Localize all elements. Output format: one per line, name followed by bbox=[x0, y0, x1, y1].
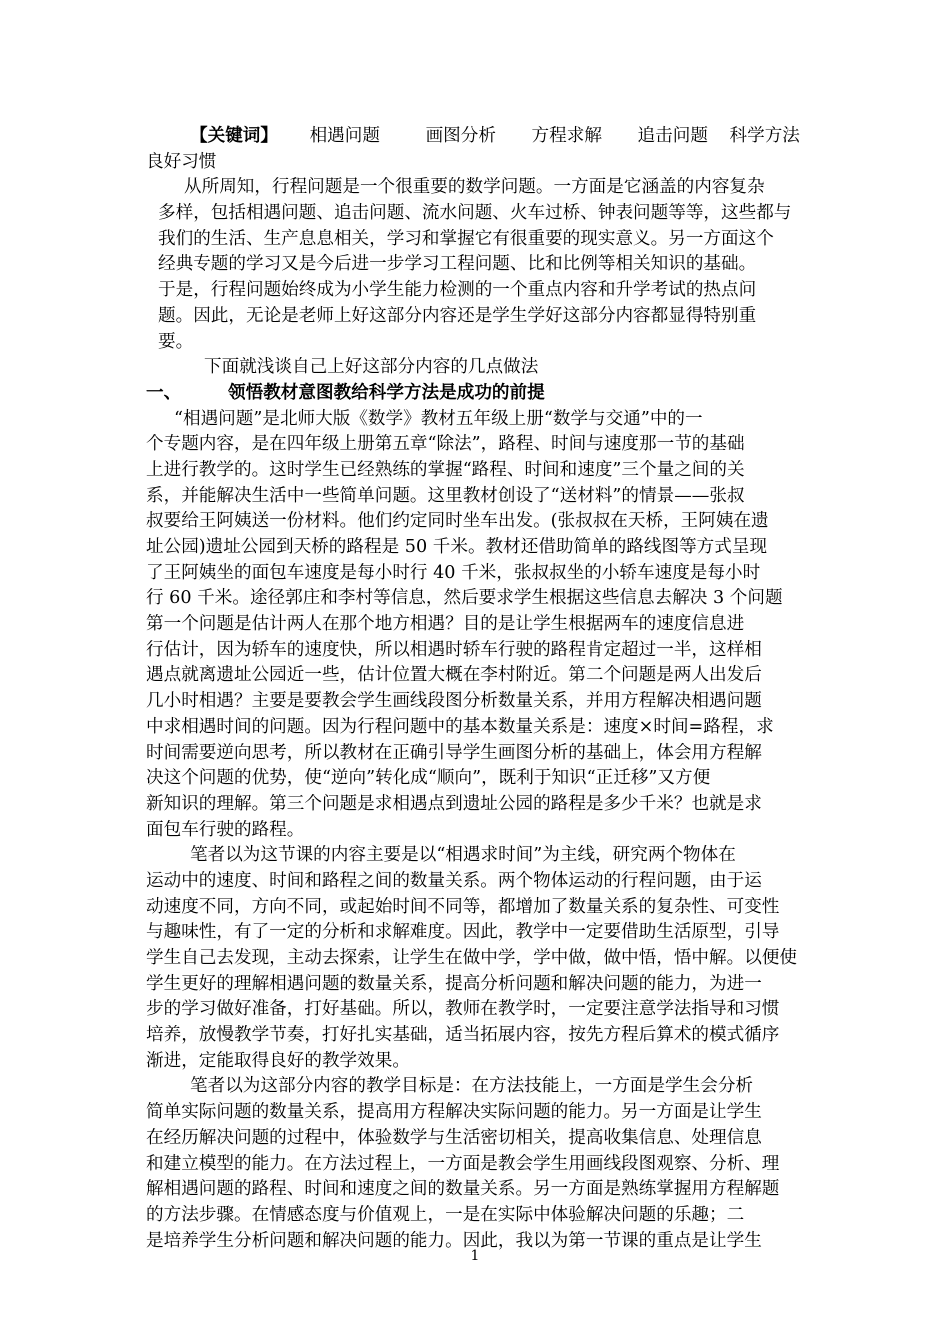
keyword: 相遇问题 bbox=[309, 126, 380, 146]
paragraph-line: 中求相遇时间的问题。因为行程问题中的基本数量关系是：速度×时间=路程，求 bbox=[146, 716, 774, 737]
document-body bbox=[146, 124, 808, 1254]
paragraph-line: 址公园)遗址公园到天桥的路程是 50 千米。教材还借助简单的路线图等方式呈现 bbox=[146, 537, 768, 557]
intro-line: 多样，包括相遇问题、追击问题、流水问题、火车过桥、钟表问题等等，这些都与 bbox=[158, 203, 792, 224]
paragraph-line: 在经历解决问题的过程中，体验数学与生活密切相关，提高收集信息、处理信息 bbox=[146, 1127, 762, 1148]
paragraph-line: 步的学习做好准备，打好基础。所以，教师在教学时，一定要注意学法指导和习惯 bbox=[146, 999, 780, 1020]
paragraph-1 bbox=[146, 407, 808, 844]
paragraph-line: 决这个问题的优势，使“逆向”转化成“顺向”，既利于知识“正迁移”又方便 bbox=[146, 768, 711, 789]
paragraph-line: 运动中的速度、时间和路程之间的数量关系。两个物体运动的行程问题，由于运 bbox=[146, 870, 762, 891]
paragraph-line: 学生更好的理解相遇问题的数量关系，提高分析问题和解决问题的能力，为进一 bbox=[146, 973, 762, 994]
intro-line: 我们的生活、生产息息相关，学习和掌握它有很重要的现实意义。另一方面这个 bbox=[158, 228, 774, 249]
intro-line: 从所周知，行程问题是一个很重要的数学问题。一方面是它涵盖的内容复杂 bbox=[184, 177, 765, 198]
keywords-line bbox=[146, 124, 808, 150]
paragraph-line: 培养，放慢教学节奏，打好扎实基础，适当拓展内容，按先方程后算术的模式循序 bbox=[146, 1025, 780, 1046]
paragraph-line: 笔者以为这节课的内容主要是以“相遇求时间”为主线，研究两个物体在 bbox=[190, 845, 736, 866]
paragraph-line: 行 60 千米。途径郭庄和李村等信息，然后要求学生根据这些信息去解决 3 个问题 bbox=[146, 588, 783, 609]
intro-paragraph bbox=[146, 175, 808, 355]
paragraph-line: 笔者以为这部分内容的教学目标是：在方法技能上，一方面是学生会分析 bbox=[190, 1076, 754, 1097]
paragraph-line: 学生自己去发现，主动去探索，让学生在做中学，学中做，做中悟，悟中解。以便使 bbox=[146, 948, 797, 968]
paragraph-line: 简单实际问题的数量关系，提高用方程解决实际问题的能力。另一方面是让学生 bbox=[146, 1102, 762, 1123]
intro-line: 于是，行程问题始终成为小学生能力检测的一个重点内容和升学考试的热点问 bbox=[158, 280, 757, 301]
paragraph-line: 上进行教学的。这时学生已经熟练的掌握“路程、时间和速度”三个量之间的关 bbox=[146, 459, 745, 480]
paragraph-line: “相遇问题”是北师大版《数学》教材五年级上册“数学与交通”中的一 bbox=[174, 408, 703, 429]
intro-line: 要。 bbox=[158, 331, 194, 352]
section-number: 一、 bbox=[146, 382, 182, 403]
keyword: 方程求解 bbox=[531, 126, 602, 146]
keyword: 科学方法 bbox=[729, 126, 800, 146]
paragraph-line: 遇点就离遗址公园近一些，估计位置大概在李村附近。第二个问题是两人出发后 bbox=[146, 665, 762, 686]
intro-line: 题。因此，无论是老师上好这部分内容还是学生学好这部分内容都显得特别重 bbox=[158, 305, 757, 326]
paragraph-line: 的方法步骤。在情感态度与价值观上，一是在实际中体验解决问题的乐趣；二 bbox=[146, 1204, 745, 1225]
transition-sentence: 下面就浅谈自己上好这部分内容的几点做法 bbox=[204, 357, 539, 378]
paragraph-line: 系，并能解决生活中一些简单问题。这里教材创设了“送材料”的情景——张叔 bbox=[146, 485, 745, 506]
paragraph-line: 行估计，因为轿车的速度快，所以相遇时轿车行驶的路程肯定超过一半，这样相 bbox=[146, 639, 762, 660]
section-heading bbox=[146, 381, 808, 407]
paragraph-line: 时间需要逆向思考，所以教材在正确引导学生画图分析的基础上，体会用方程解 bbox=[146, 742, 762, 763]
section-title: 领悟教材意图教给科学方法是成功的前提 bbox=[228, 382, 545, 403]
paragraph-line: 是培养学生分析问题和解决问题的能力。因此，我以为第一节课的重点是让学生 bbox=[146, 1230, 762, 1251]
paragraph-line: 解相遇问题的路程、时间和速度之间的数量关系。另一方面是熟练掌握用方程解题 bbox=[146, 1179, 780, 1200]
paragraph-line: 了王阿姨坐的面包车速度是每小时行 40 千米，张叔叔坐的小轿车速度是每小时 bbox=[146, 562, 761, 583]
keywords-heading: 【关键词】 bbox=[190, 126, 278, 146]
paragraph-line: 和建立模型的能力。在方法过程上，一方面是教会学生用画线段图观察、分析、理 bbox=[146, 1153, 780, 1174]
keywords-overflow: 良好习惯 bbox=[146, 151, 217, 172]
paragraph-line: 几小时相遇？主要是要教会学生画线段图分析数量关系，并用方程解决相遇问题 bbox=[146, 691, 762, 712]
intro-line: 经典专题的学习又是今后进一步学习工程问题、比和比例等相关知识的基础。 bbox=[158, 254, 757, 275]
paragraph-line: 第一个问题是估计两人在那个地方相遇？目的是让学生根据两车的速度信息进 bbox=[146, 614, 745, 635]
paragraph-line: 与趣味性，有了一定的分析和求解难度。因此，教学中一定要借助生活原型，引导 bbox=[146, 922, 780, 943]
paragraph-line: 新知识的理解。第三个问题是求相遇点到遗址公园的路程是多少千米？也就是求 bbox=[146, 793, 762, 814]
paragraph-2 bbox=[146, 843, 808, 1074]
keyword: 追击问题 bbox=[637, 126, 708, 146]
paragraph-line: 动速度不同，方向不同，或起始时间不同等，都增加了数量关系的复杂性、可变性 bbox=[146, 896, 780, 917]
paragraph-3 bbox=[146, 1074, 808, 1254]
paragraph-line: 渐进，定能取得良好的教学效果。 bbox=[146, 1050, 410, 1071]
keyword: 画图分析 bbox=[425, 126, 496, 146]
paragraph-line: 叔要给王阿姨送一份材料。他们约定同时坐车出发。(张叔叔在天桥，王阿姨在遗 bbox=[146, 511, 769, 532]
paragraph-line: 个专题内容，是在四年级上册第五章“除法”，路程、时间与速度那一节的基础 bbox=[146, 434, 745, 455]
page-number: 1 bbox=[470, 1248, 480, 1264]
paragraph-line: 面包车行驶的路程。 bbox=[146, 819, 305, 840]
